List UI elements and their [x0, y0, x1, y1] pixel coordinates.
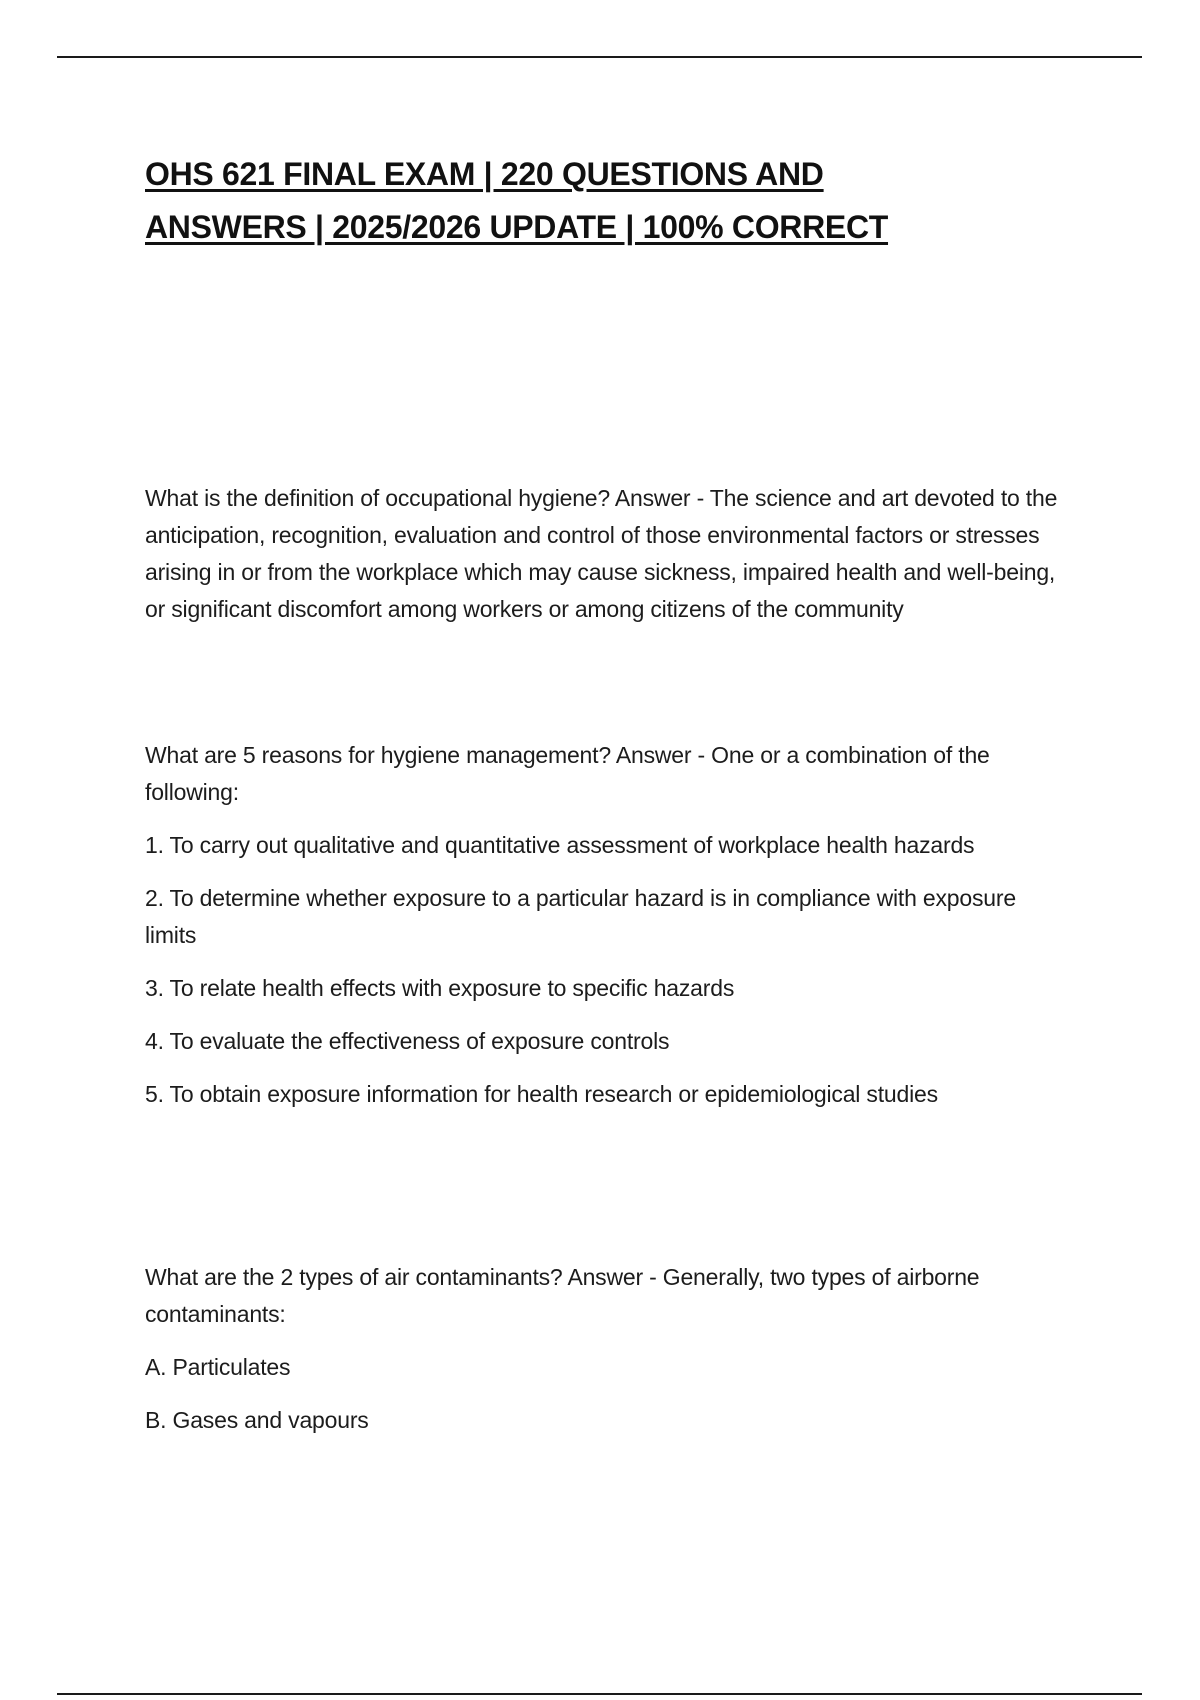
- document-title: [145, 148, 1045, 254]
- title-line-1: OHS 621 FINAL EXAM | 220 QUESTIONS AND: [145, 156, 824, 192]
- question-block: [145, 737, 1060, 1113]
- answer-list-item: 2. To determine whether exposure to a particular hazard is in compliance with exposure limits: [145, 885, 1016, 948]
- title-line-2: ANSWERS | 2025/2026 UPDATE | 100% CORRECT: [145, 209, 889, 245]
- bottom-rule: [57, 1693, 1142, 1695]
- question-text: What is the definition of occupational hygiene? Answer - The science and art devoted to the anticipation, recognition, evaluation and control of those environmental factors or stresses arising in or from the workplace which may cause sickness, impaired health and well-being, or significant discomfort among workers or among citizens of the community: [145, 485, 1058, 622]
- answer-list-item: 3. To relate health effects with exposure to specific hazards: [145, 975, 735, 1001]
- question-text: What are 5 reasons for hygiene management? Answer - One or a combination of the following:: [145, 742, 990, 805]
- answer-list-item: 5. To obtain exposure information for health research or epidemiological studies: [145, 1081, 938, 1107]
- question-text: What are the 2 types of air contaminants? Answer - Generally, two types of airborne contaminants:: [145, 1264, 980, 1327]
- answer-list-item: 1. To carry out qualitative and quantitative assessment of workplace health hazards: [145, 832, 975, 858]
- answer-list-item: B. Gases and vapours: [145, 1407, 369, 1433]
- question-block: [145, 480, 1060, 628]
- question-block: [145, 1259, 1060, 1439]
- answer-list-item: 4. To evaluate the effectiveness of exposure controls: [145, 1028, 670, 1054]
- top-rule: [57, 56, 1142, 58]
- answer-list-item: A. Particulates: [145, 1354, 291, 1380]
